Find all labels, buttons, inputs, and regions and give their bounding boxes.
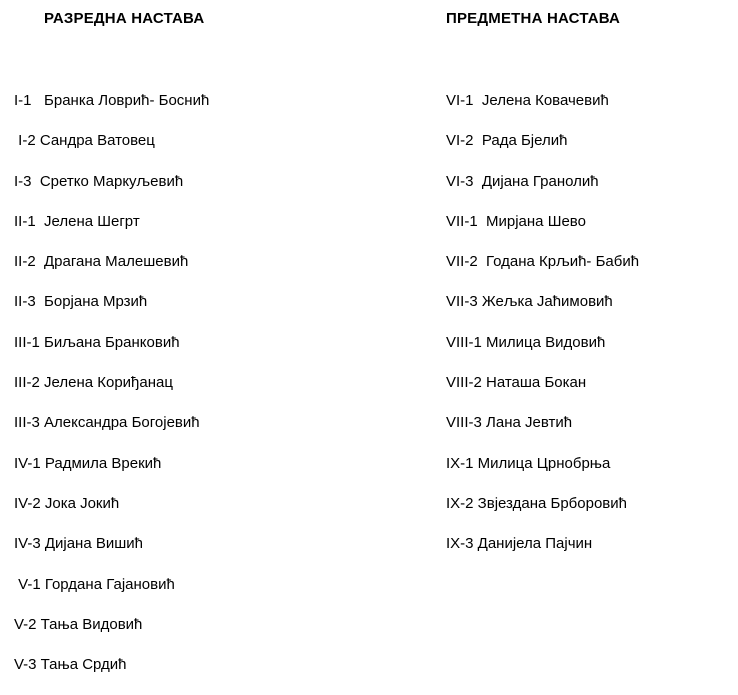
list-item: II-1 Јелена Шегрт (14, 212, 140, 230)
right-column-list (446, 91, 639, 575)
list-item: VI-1 Јелена Ковачевић (446, 92, 609, 109)
list-item: VIII-3 Лана Јевтић (446, 414, 573, 432)
list-item: VIII-2 Наташа Бокан (446, 374, 587, 392)
list-item: V-1 Гордана Гајановић (14, 575, 175, 593)
list-item: VI-3 Дијана Гранолић (446, 172, 599, 190)
list-item: VII-2 Годана Крљић- Бабић (446, 253, 640, 271)
left-column-list (14, 91, 209, 695)
list-item: I-2 Сандра Ватовец (14, 132, 155, 150)
list-item: IV-1 Радмила Врекић (14, 454, 162, 472)
list-item: I-1 Бранка Ловрић- Боснић (14, 92, 210, 109)
list-item: IX-1 Милица Црнобрња (446, 454, 611, 472)
list-item: IV-2 Јока Јокић (14, 494, 120, 512)
list-item: VII-3 Жељка Јаћимовић (446, 293, 613, 311)
list-item: VI-2 Рада Бјелић (446, 132, 568, 150)
list-item: III-2 Јелена Кориђанац (14, 374, 173, 392)
list-item: III-3 Александра Богојевић (14, 414, 200, 432)
list-item: III-1 Биљана Бранковић (14, 333, 180, 351)
list-item: VII-1 Мирјана Шево (446, 212, 586, 230)
left-column-heading: РАЗРЕДНА НАСТАВА (44, 10, 205, 27)
right-column-heading: ПРЕДМЕТНА НАСТАВА (446, 10, 621, 27)
list-item: II-3 Борјана Мрзић (14, 293, 148, 311)
list-item: V-2 Тања Видовић (14, 615, 143, 633)
list-item: VIII-1 Милица Видовић (446, 333, 606, 351)
list-item: IX-2 Звјездана Брборовић (446, 494, 627, 512)
list-item: IX-3 Данијела Пајчин (446, 535, 593, 553)
list-item: IV-3 Дијана Вишић (14, 535, 143, 553)
list-item: V-3 Тања Срдић (14, 656, 127, 674)
list-item: II-2 Драгана Малешевић (14, 253, 189, 271)
list-item: I-3 Сретко Маркуљевић (14, 172, 184, 190)
